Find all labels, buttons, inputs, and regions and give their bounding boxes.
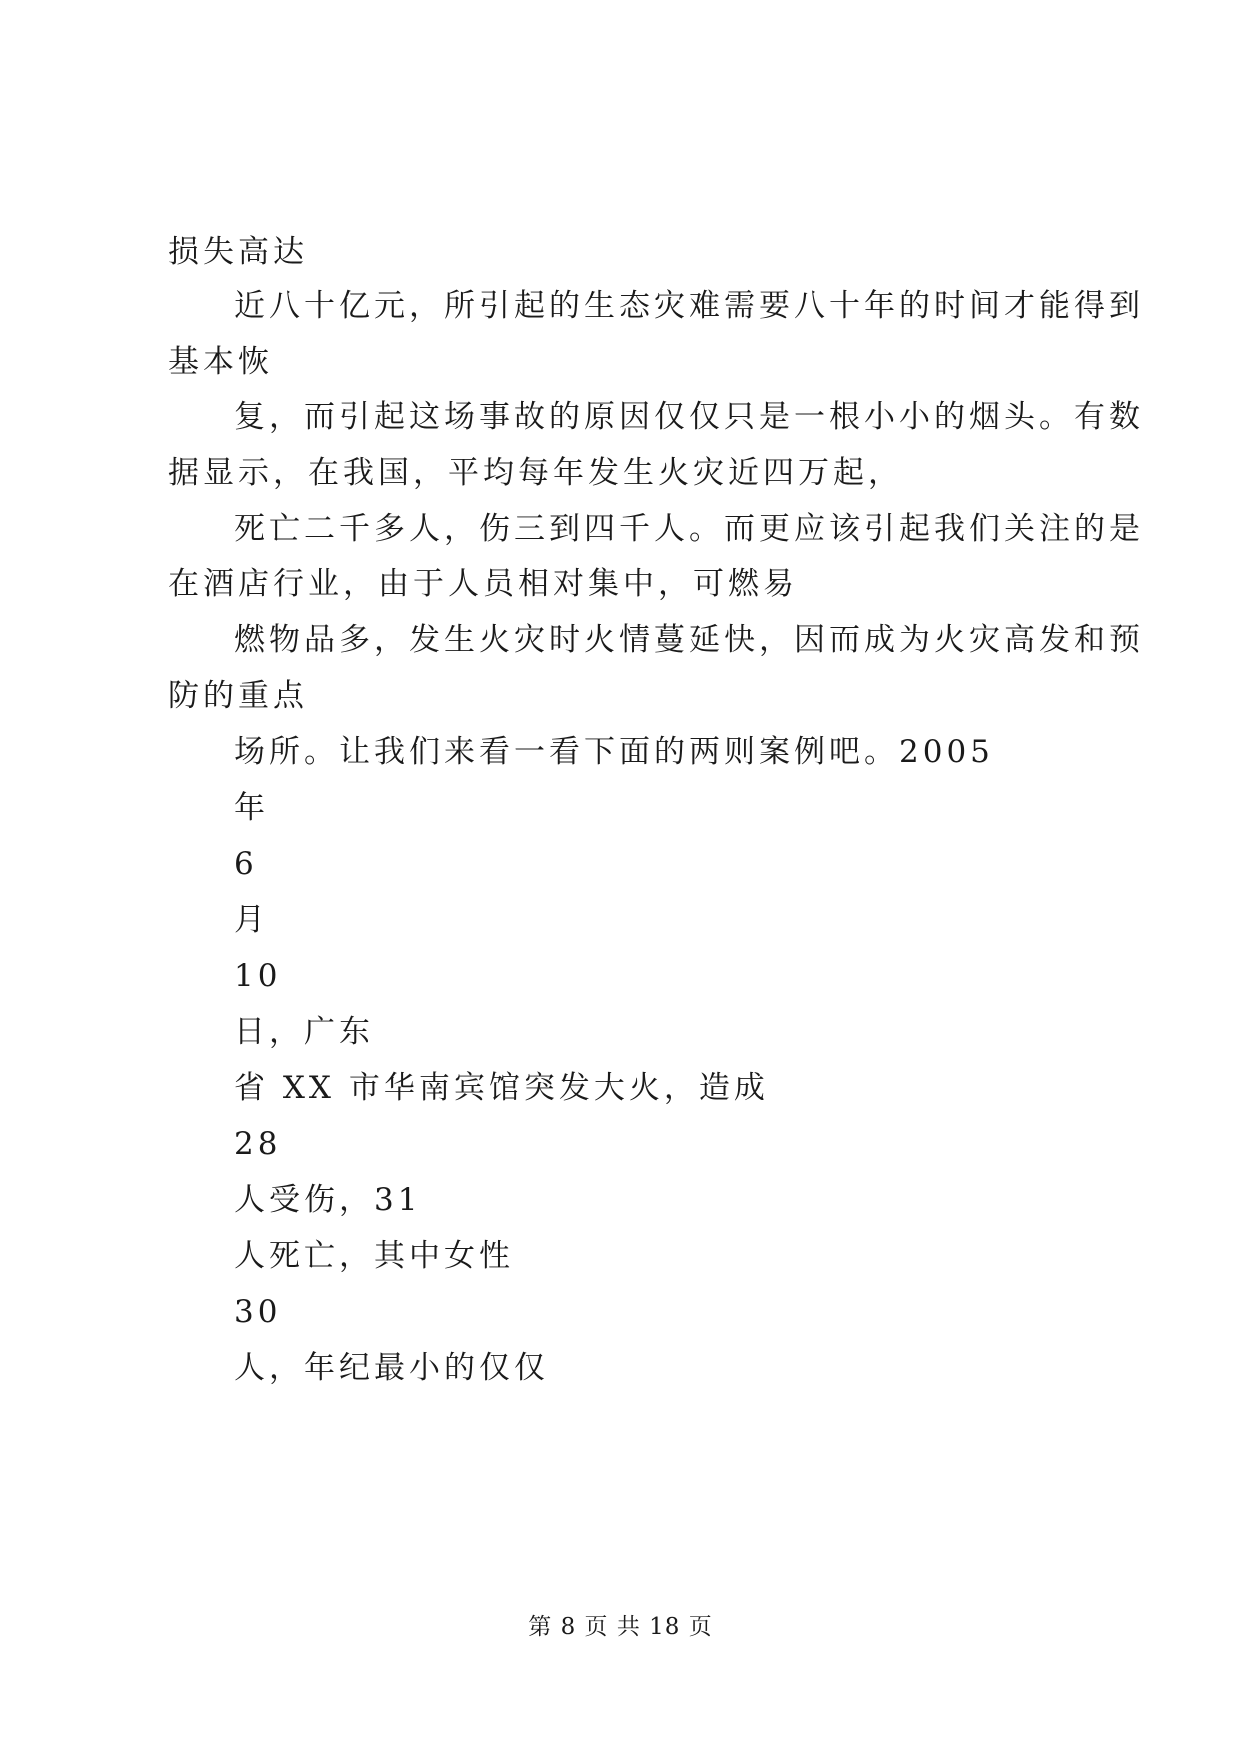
text-line: 近八十亿元，所引起的生态灾难需要八十年的时间才能得到: [234, 288, 1144, 324]
text-line: 损失高达: [168, 234, 308, 270]
text-line: 日，广东: [234, 1014, 374, 1050]
text-line: 据显示，在我国，平均每年发生火灾近四万起，: [168, 455, 903, 491]
text-line: 基本恢: [168, 344, 273, 380]
text-line: 在酒店行业，由于人员相对集中，可燃易: [168, 566, 798, 602]
text-line: 月: [234, 902, 269, 938]
text-line: 人，年纪最小的仅仅: [234, 1350, 549, 1386]
text-line: 6: [234, 846, 258, 882]
text-line: 防的重点: [168, 678, 308, 714]
text-line: 30: [234, 1294, 282, 1330]
text-line: 燃物品多，发生火灾时火情蔓延快，因而成为火灾高发和预: [234, 622, 1144, 658]
text-line: 人受伤，31: [234, 1182, 422, 1218]
page-footer: 第 8 页 共 18 页: [528, 1614, 713, 1640]
text-line: 10: [234, 958, 282, 994]
text-line: 复，而引起这场事故的原因仅仅只是一根小小的烟头。有数: [234, 399, 1144, 435]
text-line: 28: [234, 1126, 282, 1162]
text-line: 省 XX 市华南宾馆突发大火，造成: [234, 1070, 769, 1106]
text-line: 人死亡，其中女性: [234, 1238, 514, 1274]
text-line: 死亡二千多人，伤三到四千人。而更应该引起我们关注的是: [234, 511, 1144, 547]
text-line: 场所。让我们来看一看下面的两则案例吧。2005: [234, 734, 994, 770]
text-line: 年: [234, 790, 269, 826]
